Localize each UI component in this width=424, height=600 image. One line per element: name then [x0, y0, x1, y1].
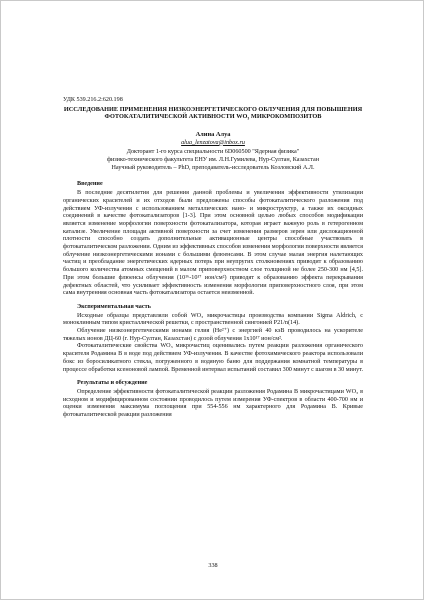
author-name: Алина Алуа — [195, 130, 231, 138]
article-title: ИССЛЕДОВАНИЕ ПРИМЕНЕНИЯ НИЗКОЭНЕРГЕТИЧЕСКОГО ОБЛУЧЕНИЯ ДЛЯ ПОВЫШЕНИЯ ФОТОКАТАЛИТИЧЕСКОЙ АКТИВНОСТИ WO₃ МИКРОКОМПОЗИТОВ — [63, 105, 363, 121]
supervisor-line: Научный руководитель – PhD, преподаватель-исследователь Козловский А.Л. — [111, 164, 315, 171]
author-email[interactable]: alua_lenzatova@inbox.ru — [181, 139, 245, 146]
paragraph-experimental-2: Облучение низкоэнергетическими ионами гелия (He²⁺) с энергией 40 кэВ проводилось на ускорителе тяжелых ионов ДЦ-60 (г. Нур-Султан, Казахстан) с дозой облучения 1x10¹⁷ ион/см². — [63, 328, 363, 342]
paragraph-results-1: Определение эффективности фотокаталитической реакции разложения Родамина В микрочастицами WO₃ в исходном и модифицированном состоянии проводилось путем измерения УФ-спектров в области 400-700 нм и оценки изменения максимума поглощения при 554-556 нм характерного для Родамина В. Кривые фотокаталитической реакции разложения — [63, 388, 363, 419]
paragraph-experimental-3: Фотокаталитические свойства WO₃ микрочастиц оценивались путем реакции разложения органического красителя Родамина В в воде под действием УФ-излучения. В качестве фотохимического реактора использовали бокс из боросиликатного стекла, погруженного в водяную баню для поддержания комнатной температуры в процессе обработки ксеноновой лампой. Временной интервал испытаний составил 300 минут с шагом в 30 минут. — [63, 343, 363, 373]
article-body — [63, 97, 363, 420]
udc-code: УДК 539.216.2:620.198 — [63, 97, 123, 103]
affiliation-line: физико-технического факультета ЕНУ им. Л.Н.Гумилева, Нур-Султан, Казахстан — [106, 157, 319, 163]
section-heading-intro: Введение — [77, 181, 103, 188]
affiliation-line: Докторант 1-го курса специальности 6D060500 "Ядерная физика" — [126, 149, 300, 156]
paragraph-experimental-1: Исходные образцы представляли собой WO₃ микрочастицы производства компании Sigma Aldrich, с моноклинным типом кристаллической решетки, с пространственной сингонией P21/n(14). — [63, 312, 363, 327]
section-heading-experimental: Экспериментальная часть — [77, 303, 151, 310]
section-heading-results: Результаты и обсуждение — [77, 380, 148, 387]
paragraph-intro: В последние десятилетия для решения данной проблемы и увеличения эффективности утилизации органических красителей и их отходов были предложены способы фотокаталитического разложения под действием УФ-излучения с использованием металлических нано- и микроструктур, а также их оксидных соединений в качестве фотокатализаторов [1-3]. При этом основной целью любых способов модификации является изменение морфологии поверхности фотокатализатора, которая играет важную роль в гетерогенном катализе. Увеличение площади активной поверхности за счет изменения размеров зерен или дислокационной плотности способно создать дополнительные активационные центры способные участвовать в фотокаталитическом разложении. Одним из эффективных способов изменения морфологии поверхности является облучение низкоэнергетическими ионами с большими флюенсами. В этом случае малая энергия налетающих частиц и преобладание энергетических ядерных потерь при неупругих столкновениях приводит к образованию большого количества атомных смещений в малом приповерхностном слое толщиной не более 250-300 нм [4,5]. При этом большие флюенсы облучения (10¹⁶-10¹⁷ ион/см²) приводят к образованию эффекта перекрывания дефектных областей, что усиливает эффективность изменения морфологии приповерхностного слоя, при этом сама внутренняя основная часть фотокатализатора остается неизменной. — [63, 190, 363, 297]
page-number: 338 — [208, 562, 218, 569]
